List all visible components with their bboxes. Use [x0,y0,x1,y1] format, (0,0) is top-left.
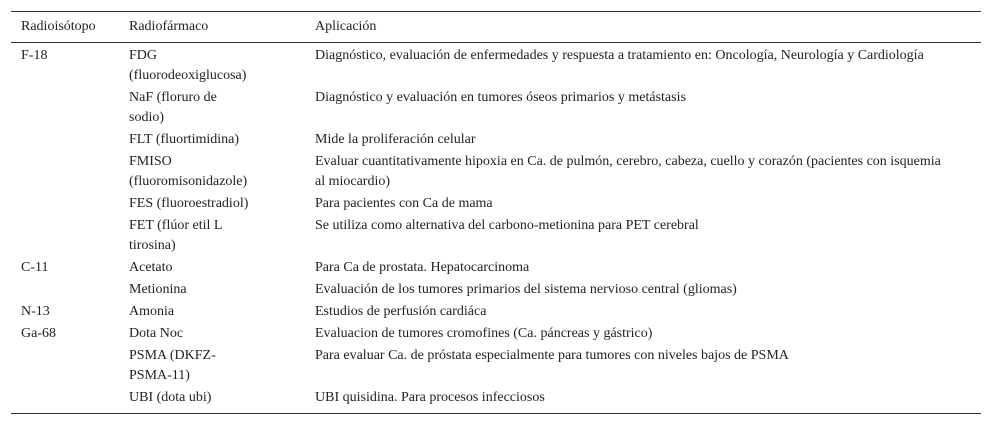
cell-isotope: N-13 [21,304,50,319]
cell-drug: FET (flúor etil L tirosina) [129,218,222,253]
cell-application: Diagnóstico y evaluación en tumores óseos primarios y metástasis [315,90,686,105]
header-radiopharmaceutical: Radiofármaco [119,12,305,43]
table-row [11,151,981,193]
cell-application: UBI quisidina. Para procesos infecciosos [305,387,981,414]
table-row [11,387,981,414]
header-application: Aplicación [305,12,981,43]
cell-isotope [11,129,119,151]
cell-isotope: C-11 [21,260,49,275]
cell-drug: FES (fluoroestradiol) [129,196,249,211]
table-row [11,87,981,129]
table-row [11,323,981,345]
header-row [11,12,981,43]
table-row [11,193,981,215]
cell-drug: Dota Noc [129,326,184,341]
cell-application: Diagnóstico, evaluación de enfermedades y respuesta a tratamiento en: Oncología, Neurología y Cardiología [315,48,924,63]
cell-drug: Metionina [129,282,187,297]
table-row [11,129,981,151]
cell-isotope [11,215,119,257]
table-body [11,43,981,414]
cell-isotope [11,279,119,301]
radiopharmaceutical-table [11,11,981,414]
cell-isotope: Ga-68 [21,326,56,341]
cell-isotope [11,151,119,193]
table-row [11,279,981,301]
table-row [11,345,981,387]
table-row [11,215,981,257]
cell-application: Para evaluar Ca. de próstata especialmente para tumores con niveles bajos de PSMA [315,348,789,363]
cell-drug: Amonia [129,304,175,319]
cell-isotope [11,345,119,387]
cell-application: Se utiliza como alternativa del carbono-metionina para PET cerebral [315,218,699,233]
cell-application: Estudios de perfusión cardiáca [315,304,487,319]
radiopharmaceutical-table-container [11,11,981,414]
cell-drug: Acetato [129,260,173,275]
cell-application: Para Ca de prostata. Hepatocarcinoma [315,260,530,275]
cell-isotope [11,87,119,129]
cell-application: Evaluacion de tumores cromofines (Ca. páncreas y gástrico) [315,326,653,341]
table-row [11,43,981,88]
table-row [11,257,981,279]
cell-drug: FDG (fluorodeoxiglucosa) [129,48,247,83]
cell-isotope [11,193,119,215]
cell-drug: NaF (floruro de sodio) [129,90,217,125]
cell-drug: FLT (fluortimidina) [129,132,240,147]
cell-application: Evaluar cuantitativamente hipoxia en Ca. de pulmón, cerebro, cabeza, cuello y corazón (pacientes con isquemia al miocardio) [315,154,941,189]
header-radioisotope: Radioisótopo [11,12,119,43]
cell-drug: UBI (dota ubi) [119,387,305,414]
cell-isotope: F-18 [21,48,48,63]
cell-application: Para pacientes con Ca de mama [315,196,493,211]
table-header [11,12,981,43]
table-row [11,301,981,323]
cell-application: Evaluación de los tumores primarios del sistema nervioso central (gliomas) [315,282,737,297]
cell-drug: PSMA (DKFZ-PSMA-11) [129,348,216,383]
cell-isotope [11,387,119,414]
cell-drug: FMISO (fluoromisonidazole) [129,154,248,189]
cell-application: Mide la proliferación celular [315,132,476,147]
